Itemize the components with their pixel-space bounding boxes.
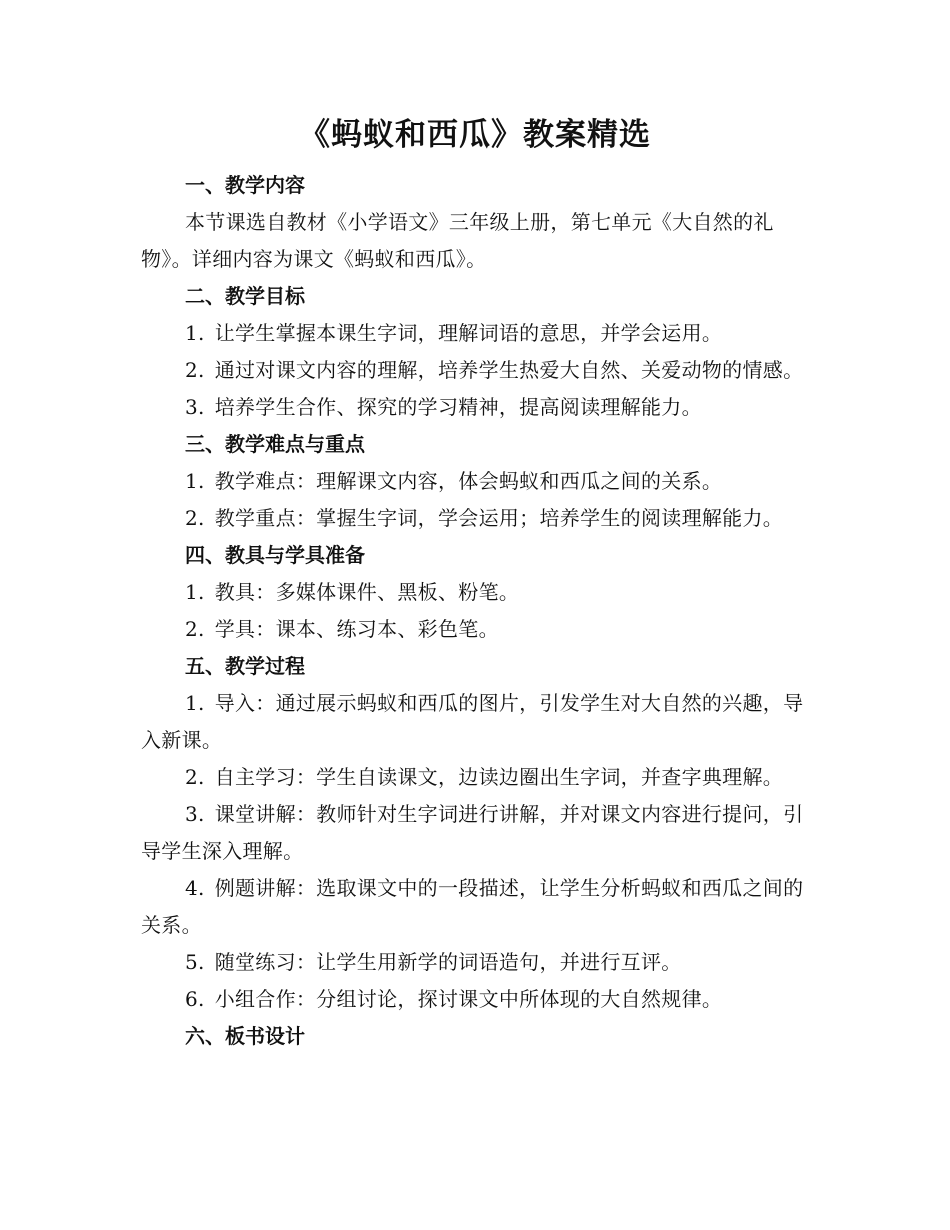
list-item — [141, 944, 821, 981]
item-text: 自主学习：学生自读课文，边读边圈出生字词，并查字典理解。 — [214, 765, 784, 789]
list-item — [141, 981, 821, 1018]
item-number: 2. — [185, 358, 205, 382]
section-heading: 三、教学难点与重点 — [185, 432, 365, 456]
item-text: 让学生掌握本课生字词，理解词语的意思，并学会运用。 — [214, 321, 723, 345]
item-number: 3. — [185, 802, 205, 826]
item-number: 1. — [185, 321, 205, 345]
section-heading: 五、教学过程 — [185, 654, 305, 678]
list-item — [141, 500, 821, 537]
item-text: 例题讲解：选取课文中的一段描述，让学生分析蚂蚁和西瓜之间的关系。 — [141, 876, 804, 937]
list-item — [141, 352, 821, 389]
item-number: 5. — [185, 950, 205, 974]
item-number: 1. — [185, 691, 205, 715]
item-text: 培养学生合作、探究的学习精神，提高阅读理解能力。 — [214, 395, 702, 419]
section-paragraph: 本节课选自教材《小学语文》三年级上册，第七单元《大自然的礼物》。详细内容为课文《蚂蚁和西瓜》。 — [141, 210, 774, 271]
item-number: 1. — [185, 580, 205, 604]
item-text: 小组合作：分组讨论，探讨课文中所体现的大自然规律。 — [214, 987, 723, 1011]
item-number: 2. — [185, 765, 205, 789]
list-item — [141, 315, 821, 352]
section-heading: 二、教学目标 — [185, 284, 305, 308]
item-text: 教学难点：理解课文内容，体会蚂蚁和西瓜之间的关系。 — [214, 469, 723, 493]
item-number: 4. — [185, 876, 205, 900]
item-number: 2. — [185, 617, 205, 641]
item-text: 教具：多媒体课件、黑板、粉笔。 — [214, 580, 520, 604]
list-item — [141, 870, 821, 944]
section-heading: 六、板书设计 — [185, 1024, 305, 1048]
item-number: 1. — [185, 469, 205, 493]
section-heading: 一、教学内容 — [185, 173, 305, 197]
item-text: 导入：通过展示蚂蚁和西瓜的图片，引发学生对大自然的兴趣，导入新课。 — [141, 691, 804, 752]
item-text: 教学重点：掌握生字词，学会运用；培养学生的阅读理解能力。 — [214, 506, 784, 530]
item-text: 随堂练习：让学生用新学的词语造句，并进行互评。 — [214, 950, 682, 974]
document-body — [141, 167, 821, 1055]
item-text: 课堂讲解：教师针对生字词进行讲解，并对课文内容进行提问，引导学生深入理解。 — [141, 802, 804, 863]
list-item — [141, 389, 821, 426]
list-item — [141, 685, 821, 759]
list-item — [141, 796, 821, 870]
list-item — [141, 759, 821, 796]
item-number: 3. — [185, 395, 205, 419]
list-item — [141, 574, 821, 611]
item-text: 学具：课本、练习本、彩色笔。 — [214, 617, 499, 641]
item-text: 通过对课文内容的理解，培养学生热爱大自然、关爱动物的情感。 — [214, 358, 804, 382]
section-heading: 四、教具与学具准备 — [185, 543, 365, 567]
item-number: 2. — [185, 506, 205, 530]
item-number: 6. — [185, 987, 205, 1011]
document-title: 《蚂蚁和西瓜》教案精选 — [299, 117, 651, 153]
list-item — [141, 611, 821, 648]
list-item — [141, 463, 821, 500]
